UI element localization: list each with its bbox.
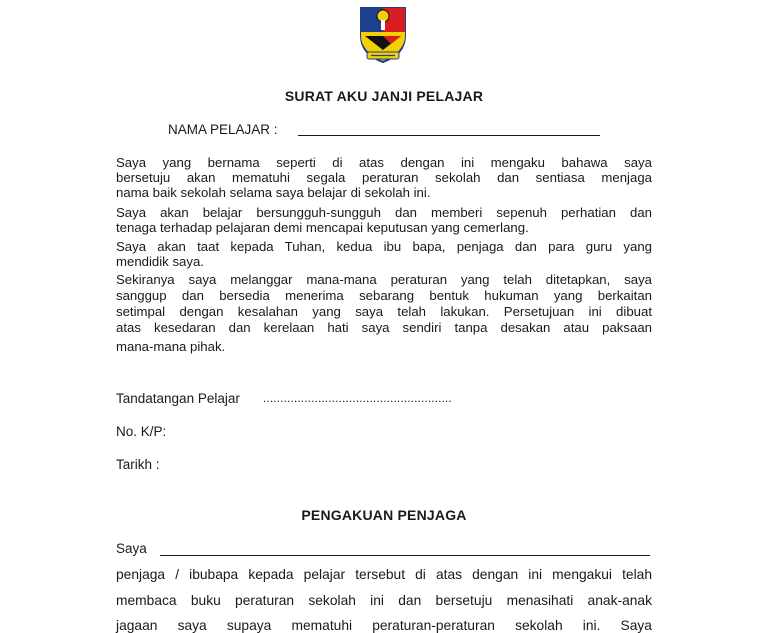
declaration-line: Saya yang bernama seperti di atas dengan ini mengaku bahawa saya	[116, 155, 652, 170]
declaration-line: setimpal dengan kesalahan yang saya telah lakukan. Persetujuan ini dibuat	[116, 304, 652, 319]
guardian-line: jagaan saya supaya mematuhi peraturan-peraturan sekolah ini. Saya	[116, 618, 652, 633]
declaration-line: Sekiranya saya melanggar mana-mana peraturan yang telah ditetapkan, saya	[116, 272, 652, 287]
declaration-line: atas kesedaran dan kerelaan hati saya sendiri tanpa desakan atau paksaan	[116, 320, 652, 335]
declaration-line: mendidik saya.	[116, 254, 204, 269]
date-label: Tarikh :	[116, 457, 160, 472]
ic-number-label: No. K/P:	[116, 424, 167, 439]
guardian-name-blank[interactable]	[160, 555, 650, 556]
guardian-title: PENGAKUAN PENJAGA	[301, 507, 467, 523]
declaration-line: mana-mana pihak.	[116, 339, 226, 354]
declaration-line: Saya akan taat kepada Tuhan, kedua ibu bapa, penjaga dan para guru yang	[116, 239, 652, 254]
guardian-line: membaca buku peraturan sekolah ini dan bersetuju menasihati anak-anak	[116, 593, 652, 608]
signature-dots[interactable]: .......................................................	[263, 391, 452, 405]
signature-label: Tandatangan Pelajar	[116, 391, 240, 406]
declaration-line: nama baik sekolah selama saya belajar di sekolah ini.	[116, 185, 431, 200]
student-name-blank[interactable]	[298, 135, 600, 136]
declaration-line: Saya akan belajar bersungguh-sungguh dan memberi sepenuh perhatian dan	[116, 205, 652, 220]
student-name-label: NAMA PELAJAR :	[168, 122, 278, 137]
guardian-line: penjaga / ibubapa kepada pelajar tersebut di atas dengan ini mengakui telah	[116, 567, 652, 582]
declaration-line: sanggup dan bersedia menerima sebarang bentuk hukuman yang berkaitan	[116, 288, 652, 303]
declaration-line: bersetuju akan mematuhi segala peraturan sekolah dan sentiasa menjaga	[116, 170, 652, 185]
document-title: SURAT AKU JANJI PELAJAR	[284, 88, 484, 104]
guardian-saya-label: Saya	[116, 541, 147, 556]
school-crest-logo	[355, 2, 411, 66]
declaration-line: tenaga terhadap pelajaran demi mencapai keputusan yang cemerlang.	[116, 220, 529, 235]
